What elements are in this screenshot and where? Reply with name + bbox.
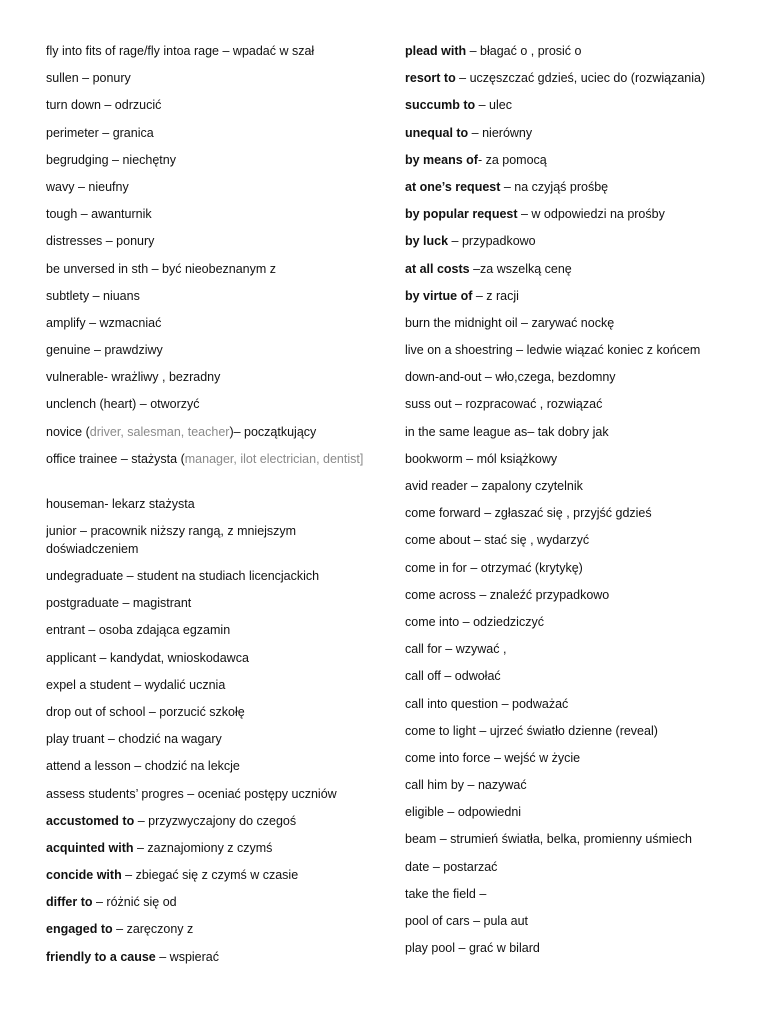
vocab-definition: – odpowiedni xyxy=(443,805,522,820)
vocab-definition: – ponury xyxy=(102,234,155,249)
vocab-entry xyxy=(405,749,735,776)
vocab-definition: – podważać xyxy=(498,696,569,711)
vocab-definition: – mól książkowy xyxy=(462,451,558,466)
vocab-definition: – pula aut xyxy=(469,914,529,928)
vocab-term: succumb to xyxy=(405,98,476,113)
vocab-note: manager, ilot electrician, dentist] xyxy=(184,451,364,466)
vocab-entry xyxy=(405,205,735,232)
vocab-definition: – niuans xyxy=(89,288,140,303)
vocab-term: live on a shoestring xyxy=(405,343,513,358)
vocab-term: distresses xyxy=(46,234,103,249)
vocab-entry xyxy=(405,858,735,885)
vocab-definition: – nazywać xyxy=(464,778,527,793)
vocab-entry xyxy=(46,96,376,123)
vocab-term: resort to xyxy=(405,71,456,86)
vocab-definition: – wzywać , xyxy=(441,642,507,657)
vocab-term: play pool xyxy=(405,941,456,956)
vocab-definition: – pracownik niższy rangą, z mniejszym doświadczeniem xyxy=(46,524,297,556)
vocab-entry xyxy=(46,839,376,866)
vocab-entry xyxy=(46,649,376,676)
vocab-entry xyxy=(46,948,376,975)
vocab-entry xyxy=(405,232,735,259)
vocab-definition: – różnić się od xyxy=(92,895,177,910)
vocab-term: at one’s request xyxy=(405,179,501,194)
vocab-entry xyxy=(405,939,735,966)
vocab-entry xyxy=(405,830,735,857)
vocab-term: unequal to xyxy=(405,125,469,140)
vocab-entry xyxy=(405,885,735,912)
vocab-entry xyxy=(405,314,735,341)
vocab-term: date xyxy=(405,859,430,874)
vocab-definition: – grać w bilard xyxy=(455,941,540,956)
vocab-definition: – zarywać nockę xyxy=(517,315,615,330)
vocab-term: tough xyxy=(46,207,78,222)
vocab-entry xyxy=(405,613,735,640)
vocab-term: sullen xyxy=(46,71,79,86)
vocab-term: come into xyxy=(405,614,460,629)
vocab-definition: – zgłaszać się , przyjść gdzieś xyxy=(480,506,652,521)
vocab-term: by virtue of xyxy=(405,288,473,303)
vocab-entry xyxy=(46,703,376,730)
vocab-term: suss out xyxy=(405,397,452,412)
vocab-term: come into force xyxy=(405,750,491,765)
vocab-entry xyxy=(405,912,735,939)
vocab-term: turn down xyxy=(46,98,101,113)
vocab-term: amplify xyxy=(46,315,86,330)
vocab-entry xyxy=(405,640,735,667)
vocab-entry xyxy=(46,893,376,920)
vocab-term: pool of cars xyxy=(405,914,470,928)
vocab-definition: – zbiegać się z czymś w czasie xyxy=(121,868,299,883)
vocab-definition: – w odpowiedzi na prośby xyxy=(517,207,665,222)
vocab-entry xyxy=(405,667,735,694)
vocab-entry xyxy=(405,423,735,450)
vocab-definition: – xyxy=(475,886,487,901)
vocab-term: in the same league as xyxy=(405,424,528,439)
vocab-term: call for xyxy=(405,642,442,657)
vocab-term: bookworm xyxy=(405,451,463,466)
vocab-term: expel a student xyxy=(46,677,131,692)
vocab-term: at all costs xyxy=(405,261,470,276)
vocab-term: engaged to xyxy=(46,922,113,937)
vocab-term: attend a lesson xyxy=(46,759,131,774)
vocab-separator: ( xyxy=(82,424,90,439)
vocab-term: call into question xyxy=(405,696,499,711)
vocab-definition: – magistrant xyxy=(118,596,192,611)
vocab-definition: – na czyjąś prośbę xyxy=(500,179,609,194)
vocab-entry xyxy=(46,395,376,422)
vocab-term: fly into fits of rage/fly intoa rage xyxy=(46,44,220,58)
vocab-term: eligible xyxy=(405,805,444,820)
vocab-definition: – wło,czega, bezdomny xyxy=(481,370,616,385)
vocab-entry xyxy=(46,341,376,368)
vocab-definition: – wejść w życie xyxy=(490,750,581,765)
vocab-definition: – ulec xyxy=(475,98,512,113)
vocab-definition: – przypadkowo xyxy=(448,234,536,249)
vocab-entry xyxy=(46,920,376,947)
vocab-definition: – student na studiach licencjackich xyxy=(123,569,320,583)
vocab-term: begrudging xyxy=(46,152,109,167)
vocab-term: genuine xyxy=(46,343,91,358)
vocab-term: call him by xyxy=(405,778,465,793)
vocab-entry xyxy=(405,531,735,558)
vocab-term: friendly to a cause xyxy=(46,949,156,964)
vocab-term: plead with xyxy=(405,44,467,58)
vocab-entry xyxy=(405,178,735,205)
vocab-term: come forward xyxy=(405,506,481,521)
vocab-entry xyxy=(46,314,376,341)
vocab-definition: – zaznajomiony z czymś xyxy=(133,840,273,855)
vocab-entry xyxy=(46,522,376,567)
vocab-entry xyxy=(46,69,376,96)
vocab-definition: – z racji xyxy=(472,288,519,303)
vocab-definition: – oceniać postępy uczniów xyxy=(183,786,337,801)
vocab-term: accustomed to xyxy=(46,813,135,828)
vocab-definition: – ledwie wiązać koniec z końcem xyxy=(512,343,701,358)
vocab-term: drop out of school xyxy=(46,704,146,719)
vocab-entry xyxy=(405,341,735,368)
vocab-definition: – wspierać xyxy=(155,949,219,964)
vocab-definition: – wpadać w szał xyxy=(219,44,315,58)
vocab-term: postgraduate xyxy=(46,596,119,611)
vocab-definition: – nieufny xyxy=(74,179,129,194)
vocab-term: down-and-out xyxy=(405,370,482,385)
vocab-entry xyxy=(405,586,735,613)
vocab-entry xyxy=(46,594,376,621)
vocab-definition: - wrażliwy , bezradny xyxy=(103,370,221,385)
vocab-entry xyxy=(405,776,735,803)
vocab-term: come in for xyxy=(405,560,467,575)
vocab-term: burn the midnight oil xyxy=(405,315,518,330)
vocab-definition: – postarzać xyxy=(429,859,498,874)
vocab-entry xyxy=(405,287,735,314)
vocab-term: office trainee xyxy=(46,451,118,466)
vocab-entry xyxy=(405,151,735,178)
vocab-definition: – nierówny xyxy=(468,125,533,140)
vocab-entry xyxy=(46,621,376,648)
vocab-entry xyxy=(405,368,735,395)
vocab-term: perimeter xyxy=(46,125,99,140)
vocab-definition: – być nieobeznanym z xyxy=(148,261,277,276)
vocab-definition: - lekarz stażysta xyxy=(104,496,195,511)
vocab-term: take the field xyxy=(405,886,476,901)
vocab-term: assess students’ progres xyxy=(46,786,184,801)
vocab-definition: – niechętny xyxy=(108,152,176,167)
vocab-entry xyxy=(405,69,735,96)
vocab-entry xyxy=(46,205,376,232)
vocab-definition: – stać się , wydarzyć xyxy=(470,533,590,548)
vocab-term: houseman xyxy=(46,496,105,511)
vocab-term: junior xyxy=(46,524,77,538)
vocab-definition: – znaleźć przypadkowo xyxy=(475,587,610,602)
vocab-term: undegraduate xyxy=(46,569,124,583)
vocab-term: be unversed in sth xyxy=(46,261,149,276)
vocab-definition: – przyzwyczajony do czegoś xyxy=(134,813,297,828)
vocab-definition: – granica xyxy=(98,125,154,140)
vocab-definition: – zapalony czytelnik xyxy=(467,479,583,493)
vocab-definition: – odrzucić xyxy=(100,98,162,113)
vocab-definition: – błagać o , prosić o xyxy=(466,44,582,58)
vocab-definition: – prawdziwy xyxy=(90,343,163,358)
vocab-entry xyxy=(46,450,376,495)
vocab-entry xyxy=(46,423,376,450)
vocab-term: unclench (heart) xyxy=(46,397,137,412)
vocab-definition: – ujrzeć światło dzienne (reveal) xyxy=(475,723,658,738)
vocab-note: driver, salesman, teacher xyxy=(89,424,230,439)
vocab-definition: – tak dobry jak xyxy=(527,424,609,439)
vocab-entry xyxy=(46,866,376,893)
vocab-definition: )– początkujący xyxy=(229,424,317,439)
vocab-definition: – chodzić na wagary xyxy=(104,732,222,747)
vocab-entry xyxy=(405,504,735,531)
vocab-term: by popular request xyxy=(405,207,518,222)
vocab-term: vulnerable xyxy=(46,370,104,385)
vocab-entry xyxy=(405,260,735,287)
vocab-definition: – wydalić ucznia xyxy=(130,677,226,692)
vocab-definition: – odziedziczyć xyxy=(459,614,544,629)
vocab-term: by means of xyxy=(405,152,478,167)
vocab-entry xyxy=(405,695,735,722)
vocab-term: subtlety xyxy=(46,288,90,303)
vocab-entry xyxy=(46,42,376,69)
right-column xyxy=(405,42,735,966)
vocab-separator: – stażysta ( xyxy=(117,451,185,466)
vocab-entry xyxy=(46,368,376,395)
vocab-definition: – osoba zdająca egzamin xyxy=(84,623,231,638)
vocab-term: beam xyxy=(405,832,437,847)
vocab-entry xyxy=(46,178,376,205)
vocab-definition: – porzucić szkołę xyxy=(145,704,245,719)
vocab-entry xyxy=(405,803,735,830)
vocab-term: call off xyxy=(405,669,441,684)
vocab-definition: – rozpracować , rozwiązać xyxy=(451,397,603,412)
vocab-term: novice xyxy=(46,424,83,439)
vocab-definition: – awanturnik xyxy=(77,207,152,222)
vocab-entry xyxy=(46,287,376,314)
vocab-term: come to light xyxy=(405,723,476,738)
vocab-entry xyxy=(405,450,735,477)
vocab-term: come about xyxy=(405,533,471,548)
vocab-definition: – chodzić na lekcje xyxy=(130,759,240,774)
vocab-entry xyxy=(46,260,376,287)
vocab-definition: – uczęszczać gdzieś, uciec do (rozwiązania) xyxy=(455,71,706,86)
vocab-entry xyxy=(46,785,376,812)
vocab-entry xyxy=(46,757,376,784)
vocab-term: play truant xyxy=(46,732,105,747)
vocab-entry xyxy=(405,124,735,151)
vocab-term: differ to xyxy=(46,895,93,910)
vocab-term: come across xyxy=(405,587,476,602)
left-column xyxy=(46,42,376,975)
vocab-term: by luck xyxy=(405,234,449,249)
vocab-definition: – strumień światła, belka, promienny uśmiech xyxy=(436,832,692,847)
vocab-entry xyxy=(405,96,735,123)
vocab-entry xyxy=(46,124,376,151)
vocab-definition: – zaręczony z xyxy=(112,922,194,937)
vocab-entry xyxy=(46,151,376,178)
vocab-entry xyxy=(46,812,376,839)
vocab-definition: – otrzymać (krytykę) xyxy=(466,560,583,575)
vocab-term: wavy xyxy=(46,179,75,194)
vocab-definition: – wzmacniać xyxy=(85,315,162,330)
vocab-definition: – ponury xyxy=(78,71,131,86)
vocab-definition: – odwołać xyxy=(440,669,501,684)
vocab-definition: – kandydat, wnioskodawca xyxy=(96,650,249,665)
vocab-definition: –za wszelką cenę xyxy=(469,261,572,276)
vocab-term: acquinted with xyxy=(46,840,134,855)
vocab-term: concide with xyxy=(46,868,122,883)
vocab-entry xyxy=(46,495,376,522)
vocab-entry xyxy=(405,477,735,504)
vocab-entry xyxy=(405,42,735,69)
vocab-definition: - za pomocą xyxy=(477,152,547,167)
vocab-entry xyxy=(405,395,735,422)
vocab-entry xyxy=(46,567,376,594)
vocab-entry xyxy=(46,730,376,757)
vocab-definition: – otworzyć xyxy=(136,397,200,412)
vocab-entry xyxy=(46,676,376,703)
vocab-term: avid reader xyxy=(405,479,468,493)
vocab-entry xyxy=(405,722,735,749)
vocab-entry xyxy=(405,559,735,586)
vocab-term: entrant xyxy=(46,623,85,638)
vocab-entry xyxy=(46,232,376,259)
vocab-term: applicant xyxy=(46,650,97,665)
